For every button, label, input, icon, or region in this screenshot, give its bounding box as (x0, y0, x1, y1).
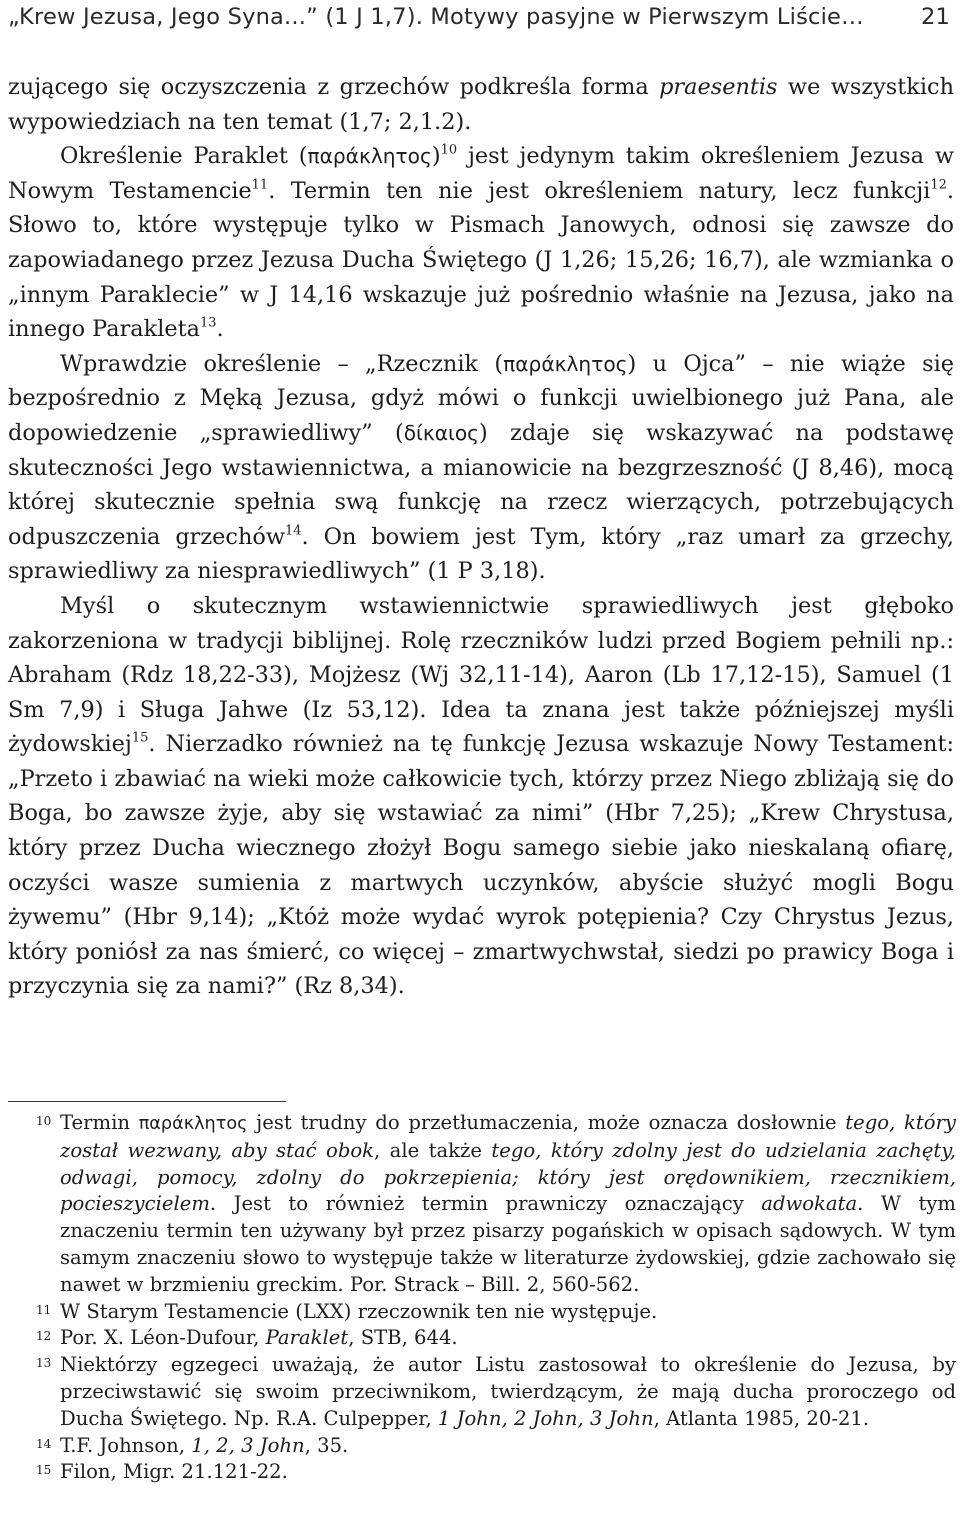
text-run: T.F. Johnson, (60, 1433, 192, 1457)
main-text (8, 70, 954, 1004)
footnote-11 (8, 1299, 956, 1326)
footnote-number: 12 (36, 1329, 52, 1344)
text-run: . Nierzadko również na tę funkcję Jezusa wskazuje Nowy Testament: „Przeto i zbawiać na wieki może całkowicie tych, którzy przez Niego zbliżają się do Boga, bo zawsze żyje, aby się wstawiać za nimi” (Hbr 7,25); „Krew Chrystusa, który przez Ducha wiecznego złożył Bogu samego siebie jako nieskalaną ofiarę, oczyści wasze sumienia z martwych uczynków, abyście służyć mogli Bogu żywemu” (Hbr 9,14); „Któż może wydać wyrok potępienia? Czy Chrystus Jezus, który poniósł za nas śmierć, co więcej – zmartwychwstał, siedzi po prawicy Boga i przyczynia się za nami?” (Rz 8,34). (8, 731, 954, 1000)
text-run: . W tym znaczeniu termin ten używany był przez pisarzy pogańskich w opisach sądowych. W tym samym znaczeniu słowo to występuje także w literaturze żydowskiej, gdzie zachowało się nawet w brzmieniu greckim. Por. Strack – Bill. 2, 560-562. (60, 1192, 956, 1296)
italic-text: Paraklet (265, 1326, 349, 1350)
page-number: 21 (920, 4, 950, 30)
greek-term: παράκλητος (307, 144, 432, 169)
text-run: ) zdaje się wskazywać na podstawę skuteczności Jego wstawiennictwa, a mianowicie na bezgrzeszność (J 8,46), mocą której skutecznie spełnia swą funkcję na rzecz wierzących, potrzebujących odpuszczenia grzechów (8, 419, 955, 550)
text-run: Por. X. Léon-Dufour, (60, 1326, 266, 1350)
footnote-ref[interactable]: 12 (930, 177, 947, 193)
running-header (8, 4, 950, 40)
italic-text: tego, który zdolny jest do udzielania zachęty, odwagi, pomocy, zdolny do pokrzepienia; który jest orędownikiem, rzecznikiem, pocieszycielem (60, 1138, 956, 1216)
footnote-10 (8, 1110, 956, 1299)
footnote-ref[interactable]: 14 (285, 523, 302, 539)
footnote-ref[interactable]: 13 (199, 315, 217, 331)
text-run: jest trudny do przetłumaczenia, może oznacza dosłownie (247, 1111, 846, 1134)
text-run: , 35. (304, 1433, 349, 1457)
text-run: Termin (60, 1111, 139, 1134)
text-run: we wszystkich wypowiedziach na ten temat (1,7; 2,1.2). (8, 74, 954, 135)
paragraph-1 (8, 70, 954, 139)
text-run: , ale także (374, 1138, 492, 1162)
text-run: ) (431, 143, 441, 170)
text-run: Niektórzy egzegeci uważają, że autor Listu zastosował to określenie do Jezusa, by przeciwstawić się swoim przeciwnikom, twierdzącym, że mają ducha proroczego od Ducha Świętego. Np. R.A. Culpepper, (60, 1353, 956, 1430)
italic-text: 1, 2, 3 John (191, 1433, 305, 1457)
greek-term: δίκαιος (403, 420, 480, 445)
footnotes (8, 1110, 956, 1486)
footnote-15 (8, 1459, 956, 1486)
footnote-number: 13 (36, 1356, 52, 1371)
paragraph-2 (8, 139, 954, 347)
footnote-separator (8, 1101, 286, 1102)
footnote-ref[interactable]: 11 (251, 177, 269, 193)
text-run: Określenie Paraklet ( (60, 143, 308, 170)
footnote-number: 11 (36, 1302, 52, 1317)
footnote-number: 10 (36, 1114, 52, 1128)
footnote-14 (8, 1433, 956, 1460)
italic-text: 1 John, 2 John, 3 John (437, 1406, 654, 1430)
text-run: . Słowo to, które występuje tylko w Pismach Janowych, odnosi się zawsze do zapowiadanego przez Jezusa Ducha Świętego (J 1,26; 15,26; 16,7), ale wzmianka o „innym Paraklecie” w J 14,16 wskazuje już pośrednio właśnie na Jezusa, jako na innego Parakleta (8, 177, 954, 343)
text-run: . Jest to również termin prawniczy oznaczający (209, 1192, 762, 1216)
running-title: „Krew Jezusa, Jego Syna...” (1 J 1,7). Motywy pasyjne w Pierwszym Liście… (8, 4, 864, 30)
footnote-number: 14 (36, 1436, 52, 1451)
text-run: Wprawdzie określenie – „Rzecznik ( (60, 350, 504, 377)
text-run: jest jedynym takim określeniem Jezusa w Nowym Testamencie (8, 143, 954, 204)
greek-term: παράκλητος (503, 351, 628, 376)
text-run: , STB, 644. (348, 1326, 458, 1350)
text-run: zującego się oczyszczenia z grzechów podkreśla forma (8, 74, 660, 100)
text-run: ) u Ojca” – nie wiąże się bezpośrednio z Męką Jezusa, gdyż mówi o funkcji uwielbionego już Pana, ale dopowiedzenie „sprawiedliwy” ( (8, 350, 954, 446)
paragraph-3 (8, 347, 954, 589)
text-run: Myśl o skutecznym wstawiennictwie sprawiedliwych jest głęboko zakorzeniona w tradycji biblijnej. Rolę rzeczników ludzi przed Bogiem pełnili np.: Abraham (Rdz 18,22-33), Mojżesz (Wj 32,11-14), Aaron (Lb 17,12-15), Samuel (1 Sm 7,9) i Sługa Jahwe (Iz 53,12). Idea ta znana jest także późniejszej myśli żydowskiej (8, 592, 954, 758)
text-run: , Atlanta 1985, 20-21. (653, 1406, 870, 1430)
italic-text: tego, który został wezwany, aby stać obok (60, 1111, 957, 1162)
text-run: . On bowiem jest Tym, który „raz umarł za grzechy, sprawiedliwy za niesprawiedliwych” (1 P 3,18). (8, 523, 954, 585)
text-run: . (216, 316, 224, 343)
text-run: . Termin ten nie jest określeniem natury, lecz funkcji (268, 177, 931, 204)
italic-term: praesentis (659, 74, 778, 100)
footnote-12 (8, 1325, 956, 1352)
italic-text: adwokata (761, 1192, 858, 1216)
footnote-number: 15 (36, 1463, 52, 1478)
text-run: W Starym Testamencie (LXX) rzeczownik ten nie występuje. (60, 1299, 658, 1323)
footnote-ref[interactable]: 15 (131, 730, 149, 746)
greek-term: παράκλητος (138, 1114, 248, 1134)
footnote-13 (8, 1352, 956, 1432)
text-run: Filon, Migr. 21.121-22. (60, 1460, 288, 1484)
footnote-ref[interactable]: 10 (440, 142, 458, 158)
paragraph-4 (8, 589, 954, 1004)
